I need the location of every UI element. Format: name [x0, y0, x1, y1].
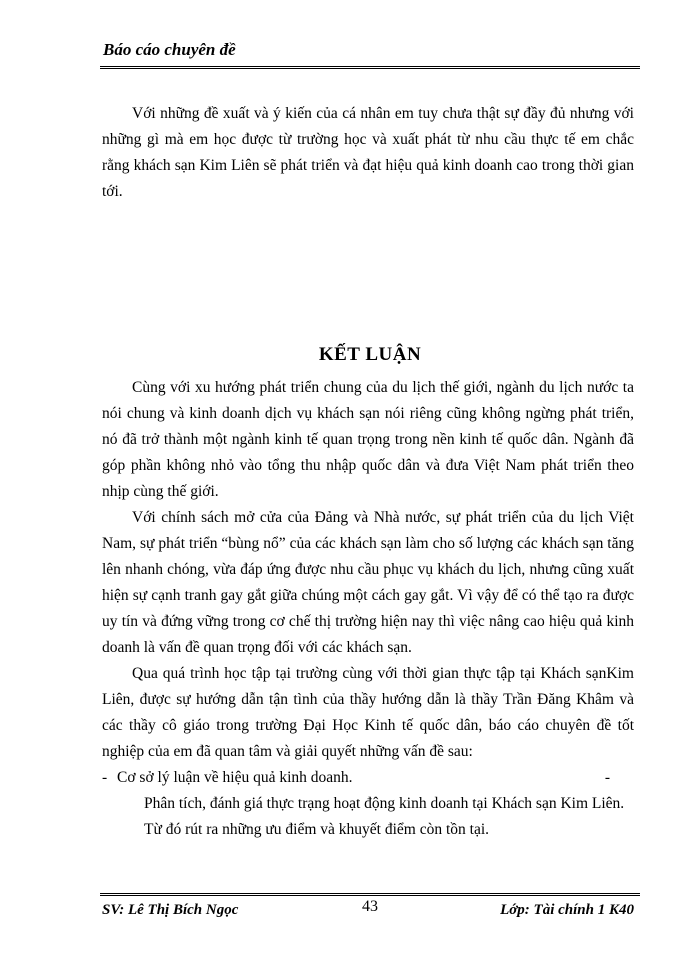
page-footer	[100, 898, 640, 922]
conclusion-paragraph-1: Cùng với xu hướng phát triển chung của du lịch thế giới, ngành du lịch nước ta nói chung và kinh doanh dịch vụ khách sạn nói riêng cũng không ngừng phát triển, nó đã trở thành một ngành kinh tế quan trọng trong nền kinh tế quốc dân. Ngành đã góp phần không nhỏ vào tổng thu nhập quốc dân và đưa Việt Nam phát triển theo nhịp cùng thế giới.	[102, 379, 634, 500]
intro-block	[102, 101, 634, 205]
conclusion-body	[102, 375, 634, 843]
header-divider	[100, 66, 640, 69]
section-heading: KẾT LUẬN	[318, 344, 422, 365]
intro-paragraph: Với những đề xuất và ý kiến của cá nhân em tuy chưa thật sự đầy đủ nhưng với những gì mà em học được từ trường học và xuất phát từ nhu cầu thực tế em chắc rằng khách sạn Kim Liên sẽ phát triển và đạt hiệu quả kinh doanh cao trong thời gian tới.	[102, 105, 634, 200]
bullet-sub-lines	[102, 791, 634, 843]
conclusion-paragraph-3: Qua quá trình học tập tại trường cùng với thời gian thực tập tại Khách sạnKim Liên, được sự hướng dẫn tận tình của thầy hướng dẫn là thầy Trần Đăng Khâm và các thầy cô giáo trong trường Đại Học Kinh tế quốc dân, báo cáo chuyên đề tốt nghiệp của em đã quan tâm và giải quyết những vấn đề sau:	[102, 665, 634, 760]
bullet-text: Cơ sở lý luận về hiệu quả kinh doanh.	[117, 769, 353, 786]
document-header-title: Báo cáo chuyên đề	[103, 40, 236, 59]
footer-student-name: SV: Lê Thị Bích Ngọc	[102, 902, 239, 918]
bullet-item	[102, 765, 634, 791]
bullet-trailing-dash: -	[604, 769, 610, 786]
page-number: 43	[362, 898, 378, 915]
footer-class: Lớp: Tài chính 1 K40	[500, 902, 634, 918]
conclusion-paragraph-2: Với chính sách mở cửa của Đảng và Nhà nước, sự phát triển của du lịch Việt Nam, sự phát triển “bùng nổ” của các khách sạn làm cho số lượng các khách sạn tăng lên nhanh chóng, vừa đáp ứng được nhu cầu phục vụ khách du lịch, nhưng cũng xuất hiện sự cạnh tranh gay gắt giữa chúng một cách gay gắt. Vì vậy để có thể tạo ra được uy tín và đứng vững trong cơ chế thị trường hiện nay thì việc nâng cao hiệu quả kinh doanh là vấn đề quan trọng đối với các khách sạn.	[102, 509, 634, 656]
footer-divider	[100, 893, 640, 896]
bullet-dash: -	[102, 769, 108, 786]
sub-line-1: Phân tích, đánh giá thực trạng hoạt động kinh doanh tại Khách sạn Kim Liên.	[144, 795, 625, 812]
sub-line-2: Từ đó rút ra những ưu điểm và khuyết điểm còn tồn tại.	[144, 821, 490, 838]
